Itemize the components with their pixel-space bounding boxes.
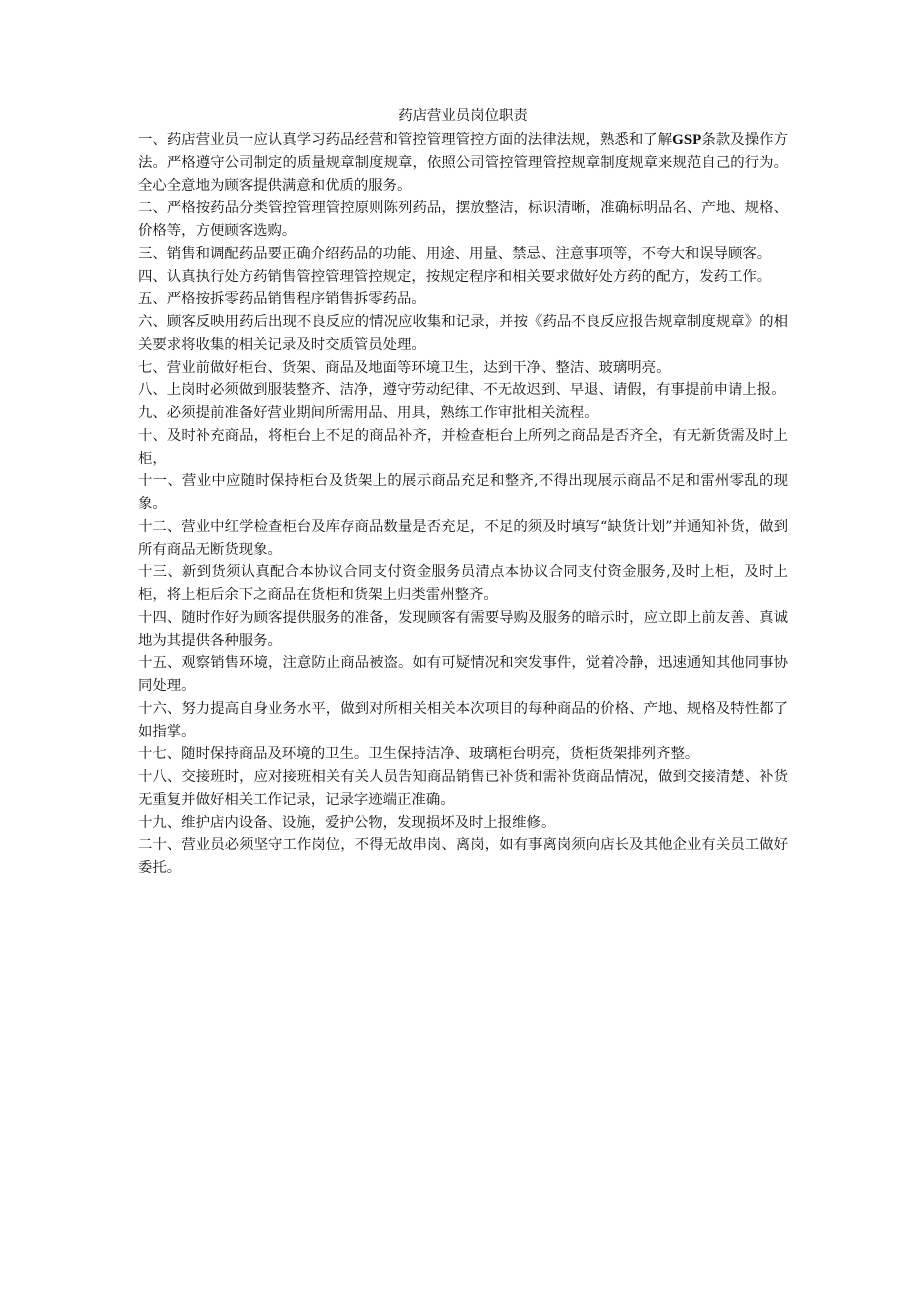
- clause-3: 三、销售和调配药品要正确介绍药品的功能、用途、用量、禁忌、注意事项等，不夸大和误导顾客。: [138, 245, 772, 262]
- clause-17: 十七、随时保持商品及环境的卫生。卫生保持洁净、玻璃柜台明亮，货柜货架排列齐整。: [138, 746, 700, 763]
- clause-4: 四、认真执行处方药销售管控管理管控规定，按规定程序和相关要求做好处方药的配方，发药工作。: [138, 268, 772, 285]
- clause-7: 七、营业前做好柜台、货架、商品及地面等环境卫生，达到干净、整洁、玻璃明亮。: [138, 359, 671, 376]
- clause-12: 十二、营业中红学检查柜台及库存商品数量是否充足，不足的须及时填写“缺货计划”并通知补货，做到所有商品无断货现象。: [138, 518, 788, 558]
- clause-1-text-after: 条款及操作方法。严格遵守公司制定的质量规章制度规章，依照公司管控管理管控规章制度规章来规范自己的行为。全心全意地为顾客提供满意和优质的服务。: [138, 132, 788, 194]
- clause-15: 十五、观察销售环境，注意防止商品被盗。如有可疑情况和突发事件，觉着冷静，迅速通知其他同事协同处理。: [138, 655, 788, 694]
- clause-11: 十一、营业中应随时保持柜台及货架上的展示商品充足和整齐,不得出现展示商品不足和雷州零乱的现象。: [138, 473, 788, 512]
- clause-19: 十九、维护店内设备、设施，爱护公物，发现损坏及时上报维修。: [138, 814, 556, 831]
- clause-13: 十三、新到货须认真配合本协议合同支付资金服务员清点本协议合同支付资金服务,及时上柜，及时上柜，将上柜后余下之商品在货柜和货架上归类雷州整齐。: [138, 564, 788, 603]
- clause-14: 十四、随时作好为顾客提供服务的准备，发现顾客有需要导购及服务的暗示时，应立即上前友善、真诚地为其提供各种服务。: [138, 609, 788, 649]
- clause-8: 八、上岗时必须做到服装整齐、洁净，遵守劳动纪律、不无故迟到、早退、请假，有事提前申请上报。: [138, 382, 786, 399]
- clause-2: 二、严格按药品分类管控管理管控原则陈列药品，摆放整洁，标识清晰，准确标明品名、产地、规格、价格等，方便顾客选购。: [138, 200, 788, 239]
- clause-9: 九、必须提前准备好营业期间所需用品、用具，熟练工作审批相关流程。: [138, 405, 599, 421]
- document-title: 药店营业员岗位职责: [398, 108, 528, 124]
- clause-18: 十八、交接班时，应对接班相关有关人员告知商品销售已补货和需补货商品情况，做到交接清楚、补货无重复并做好相关工作记录，记录字迹端正准确。: [138, 769, 788, 808]
- clause-16: 十六、努力提高自身业务水平，做到对所相关相关本次项目的每种商品的价格、产地、规格及特性都了如指掌。: [138, 700, 788, 740]
- clause-1-text-before: 一、药店营业员一应认真学习药品经营和管控管理管控方面的法律法规，熟悉和了解: [138, 132, 673, 148]
- clause-5: 五、严格按拆零药品销售程序销售拆零药品。: [138, 291, 426, 308]
- document-body: [138, 106, 788, 880]
- clause-10: 十、及时补充商品，将柜台上不足的商品补齐，并检查柜台上所列之商品是否齐全，有无新货需及时上柜，: [138, 427, 788, 467]
- clause-20: 二十、营业员必须坚守工作岗位，不得无故串岗、离岗，如有事离岗须向店长及其他企业有关员工做好委托。: [138, 837, 788, 876]
- clause-1-emphasis: GSP: [672, 132, 702, 148]
- clause-1: [138, 129, 788, 197]
- clause-6: 六、顾客反映用药后出现不良反应的情况应收集和记录，并按《药品不良反应报告规章制度规章》的相关要求将收集的相关记录及时交质管员处理。: [138, 314, 788, 353]
